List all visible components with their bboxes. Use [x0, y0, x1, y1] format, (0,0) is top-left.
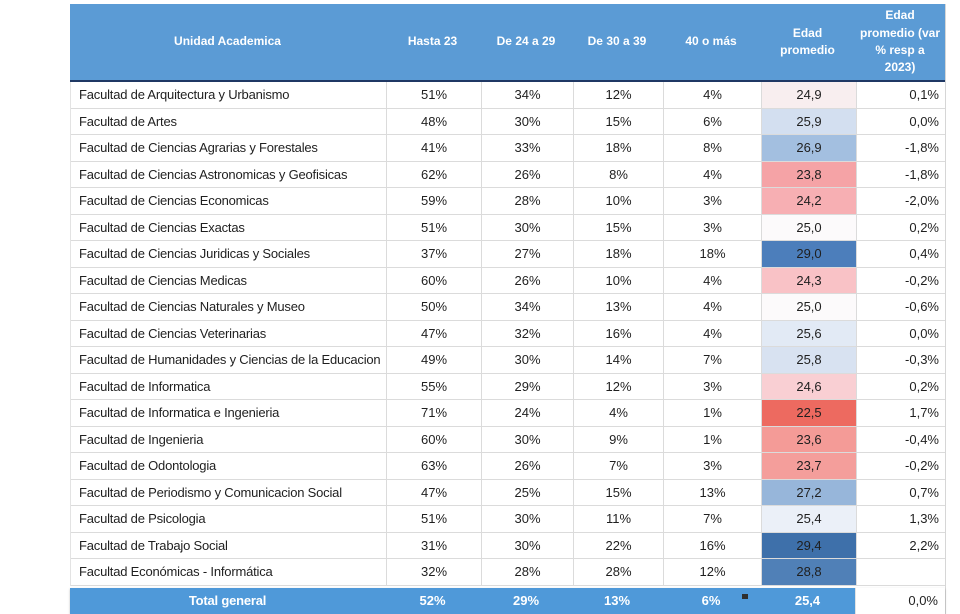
cell-de-24-a-29: 29%: [481, 374, 573, 400]
cell-hasta-23: 41%: [386, 135, 481, 161]
cell-de-30-a-39: 10%: [573, 188, 663, 214]
cell-edad-promedio: 25,0: [761, 294, 856, 320]
cell-de-24-a-29: 30%: [481, 215, 573, 241]
cell-de-24-a-29: 26%: [481, 162, 573, 188]
cell-40-o-mas: 3%: [663, 374, 761, 400]
cell-hasta-23: 59%: [386, 188, 481, 214]
cell-unidad-academica: Facultad de Humanidades y Ciencias de la Educacion: [79, 352, 381, 368]
table-row: [71, 505, 945, 532]
total-40-o-mas: 6%: [701, 593, 721, 608]
table-row: [71, 240, 945, 267]
cell-de-24-a-29: 32%: [481, 321, 573, 347]
cell-edad-var: -0,3%: [856, 347, 946, 373]
cell-hasta-23: 62%: [386, 162, 481, 188]
total-edad-var: 0,0%: [855, 588, 945, 614]
cell-de-24-a-29: 24%: [481, 400, 573, 426]
cell-de-24-a-29: 26%: [481, 453, 573, 479]
cell-unidad-academica: Facultad de Informatica e Ingenieria: [79, 405, 280, 421]
cell-de-30-a-39: 15%: [573, 109, 663, 135]
cell-hasta-23: 60%: [386, 427, 481, 453]
cell-edad-promedio: 22,5: [761, 400, 856, 426]
cell-hasta-23: 49%: [386, 347, 481, 373]
cell-de-24-a-29: 30%: [481, 533, 573, 559]
cell-unidad-academica: Facultad de Ciencias Medicas: [79, 272, 247, 288]
cell-40-o-mas: 3%: [663, 188, 761, 214]
cell-40-o-mas: 13%: [663, 480, 761, 506]
cell-40-o-mas: 4%: [663, 268, 761, 294]
cell-edad-promedio: 24,3: [761, 268, 856, 294]
cell-edad-var: 2,2%: [856, 533, 946, 559]
cell-40-o-mas: 3%: [663, 215, 761, 241]
cell-unidad-academica: Facultad Económicas - Informática: [79, 564, 273, 580]
cell-hasta-23: 51%: [386, 506, 481, 532]
total-hasta-23: 52%: [419, 593, 446, 608]
age-distribution-table: [70, 4, 946, 614]
table-row: [71, 479, 945, 506]
table-body: [70, 82, 945, 586]
cell-hasta-23: 32%: [386, 559, 481, 585]
table-row: [71, 346, 945, 373]
cell-40-o-mas: 4%: [663, 82, 761, 108]
cell-edad-promedio: 23,8: [761, 162, 856, 188]
cell-unidad-academica: Facultad de Informatica: [79, 378, 211, 394]
cell-40-o-mas: 8%: [663, 135, 761, 161]
table-row: [71, 134, 945, 161]
cell-40-o-mas: 6%: [663, 109, 761, 135]
cell-de-30-a-39: 4%: [573, 400, 663, 426]
cell-de-30-a-39: 13%: [573, 294, 663, 320]
cell-40-o-mas: 7%: [663, 347, 761, 373]
cell-edad-var: 0,1%: [856, 82, 946, 108]
cell-de-30-a-39: 18%: [573, 241, 663, 267]
table-header-row: [70, 4, 945, 82]
cell-de-24-a-29: 30%: [481, 347, 573, 373]
cell-de-24-a-29: 28%: [481, 188, 573, 214]
cell-hasta-23: 51%: [386, 215, 481, 241]
cell-de-24-a-29: 26%: [481, 268, 573, 294]
cell-unidad-academica: Facultad de Ingenieria: [79, 431, 204, 447]
cell-edad-promedio: 25,0: [761, 215, 856, 241]
cell-de-24-a-29: 34%: [481, 294, 573, 320]
cell-40-o-mas: 1%: [663, 400, 761, 426]
cell-40-o-mas: 16%: [663, 533, 761, 559]
header-unidad-academica: Unidad Academica: [174, 34, 281, 49]
total-de-30-a-39: 13%: [603, 593, 631, 608]
cell-de-24-a-29: 30%: [481, 506, 573, 532]
cell-hasta-23: 48%: [386, 109, 481, 135]
cell-edad-var: 0,0%: [856, 321, 946, 347]
cell-unidad-academica: Facultad de Artes: [79, 113, 177, 129]
cell-edad-var: -1,8%: [856, 135, 946, 161]
cell-unidad-academica: Facultad de Ciencias Juridicas y Sociales: [79, 246, 310, 262]
table-row: [71, 426, 945, 453]
cell-de-30-a-39: 11%: [573, 506, 663, 532]
cell-edad-var: -0,4%: [856, 427, 946, 453]
cell-de-30-a-39: 12%: [573, 82, 663, 108]
cell-hasta-23: 71%: [386, 400, 481, 426]
cell-hasta-23: 47%: [386, 321, 481, 347]
table-row: [71, 293, 945, 320]
table-row: [71, 373, 945, 400]
cell-edad-promedio: 25,4: [761, 506, 856, 532]
table-row: [71, 267, 945, 294]
table-row: [71, 320, 945, 347]
cell-hasta-23: 37%: [386, 241, 481, 267]
cell-edad-promedio: 23,7: [761, 453, 856, 479]
cell-unidad-academica: Facultad de Ciencias Agrarias y Forestales: [79, 140, 318, 156]
cell-edad-var: 1,3%: [856, 506, 946, 532]
cell-edad-var: -0,2%: [856, 268, 946, 294]
cell-edad-var: 0,7%: [856, 480, 946, 506]
cell-40-o-mas: 4%: [663, 162, 761, 188]
header-40-o-mas: 40 o más: [685, 34, 737, 49]
header-edad-promedio-var: Edad promedio (var % resp a 2023): [860, 8, 941, 75]
total-row: [70, 588, 945, 614]
table-row: [71, 532, 945, 559]
cell-edad-var: -0,6%: [856, 294, 946, 320]
header-edad-promedio: Edad promedio: [780, 25, 835, 57]
cell-de-30-a-39: 15%: [573, 480, 663, 506]
table-row: [71, 187, 945, 214]
cell-unidad-academica: Facultad de Odontologia: [79, 458, 217, 474]
cell-de-24-a-29: 28%: [481, 559, 573, 585]
cell-hasta-23: 31%: [386, 533, 481, 559]
cell-hasta-23: 51%: [386, 82, 481, 108]
table-row: [71, 452, 945, 479]
cell-de-24-a-29: 30%: [481, 427, 573, 453]
cell-de-24-a-29: 25%: [481, 480, 573, 506]
cell-edad-promedio: 24,9: [761, 82, 856, 108]
table-row: [71, 161, 945, 188]
cell-de-24-a-29: 34%: [481, 82, 573, 108]
cell-edad-var: -1,8%: [856, 162, 946, 188]
cell-edad-promedio: 25,9: [761, 109, 856, 135]
cell-de-30-a-39: 22%: [573, 533, 663, 559]
cell-40-o-mas: 7%: [663, 506, 761, 532]
cell-unidad-academica: Facultad de Psicologia: [79, 511, 206, 527]
cell-40-o-mas: 18%: [663, 241, 761, 267]
cell-de-30-a-39: 14%: [573, 347, 663, 373]
total-label: Total general: [188, 593, 267, 608]
cell-edad-var: -2,0%: [856, 188, 946, 214]
header-de-30-a-39: De 30 a 39: [587, 34, 647, 49]
cell-40-o-mas: 3%: [663, 453, 761, 479]
cell-edad-var: -0,2%: [856, 453, 946, 479]
cell-edad-promedio: 28,8: [761, 559, 856, 585]
cell-edad-var: 0,2%: [856, 215, 946, 241]
table-row: [71, 558, 945, 585]
table-row: [71, 399, 945, 426]
cell-unidad-academica: Facultad de Ciencias Naturales y Museo: [79, 299, 305, 315]
cell-40-o-mas: 4%: [663, 294, 761, 320]
cell-unidad-academica: Facultad de Ciencias Astronomicas y Geofisicas: [79, 166, 348, 182]
cell-edad-promedio: 29,4: [761, 533, 856, 559]
cell-de-24-a-29: 33%: [481, 135, 573, 161]
cell-de-24-a-29: 27%: [481, 241, 573, 267]
table-row: [71, 82, 945, 108]
cell-edad-var: [856, 559, 946, 585]
cell-de-30-a-39: 18%: [573, 135, 663, 161]
cell-hasta-23: 50%: [386, 294, 481, 320]
cell-unidad-academica: Facultad de Ciencias Economicas: [79, 193, 269, 209]
cell-unidad-academica: Facultad de Ciencias Veterinarias: [79, 325, 267, 341]
cell-unidad-academica: Facultad de Arquitectura y Urbanismo: [79, 87, 290, 103]
cell-edad-var: 1,7%: [856, 400, 946, 426]
cell-de-30-a-39: 10%: [573, 268, 663, 294]
cell-de-30-a-39: 15%: [573, 215, 663, 241]
cell-edad-var: 0,0%: [856, 109, 946, 135]
cell-edad-var: 0,2%: [856, 374, 946, 400]
cell-edad-promedio: 25,8: [761, 347, 856, 373]
cell-edad-var: 0,4%: [856, 241, 946, 267]
cell-edad-promedio: 27,2: [761, 480, 856, 506]
cell-de-30-a-39: 8%: [573, 162, 663, 188]
cell-hasta-23: 55%: [386, 374, 481, 400]
cell-hasta-23: 47%: [386, 480, 481, 506]
cell-unidad-academica: Facultad de Ciencias Exactas: [79, 219, 245, 235]
cell-unidad-academica: Facultad de Trabajo Social: [79, 537, 228, 553]
cell-40-o-mas: 1%: [663, 427, 761, 453]
total-de-24-a-29: 29%: [512, 593, 540, 608]
cell-de-30-a-39: 7%: [573, 453, 663, 479]
cell-edad-promedio: 29,0: [761, 241, 856, 267]
cell-de-30-a-39: 12%: [573, 374, 663, 400]
cell-edad-promedio: 25,6: [761, 321, 856, 347]
cell-de-30-a-39: 9%: [573, 427, 663, 453]
total-edad-promedio: 25,4: [794, 593, 821, 608]
header-de-24-a-29: De 24 a 29: [496, 34, 556, 49]
cell-unidad-academica: Facultad de Periodismo y Comunicacion Social: [79, 484, 342, 500]
cell-hasta-23: 60%: [386, 268, 481, 294]
cell-40-o-mas: 12%: [663, 559, 761, 585]
table-row: [71, 214, 945, 241]
table-row: [71, 108, 945, 135]
cell-edad-promedio: 23,6: [761, 427, 856, 453]
cell-hasta-23: 63%: [386, 453, 481, 479]
header-hasta-23: Hasta 23: [407, 34, 458, 49]
cell-de-24-a-29: 30%: [481, 109, 573, 135]
cell-40-o-mas: 4%: [663, 321, 761, 347]
cell-edad-promedio: 24,6: [761, 374, 856, 400]
cell-de-30-a-39: 16%: [573, 321, 663, 347]
cropped-text-artifact: [742, 594, 748, 599]
cell-edad-promedio: 24,2: [761, 188, 856, 214]
cell-de-30-a-39: 28%: [573, 559, 663, 585]
cell-edad-promedio: 26,9: [761, 135, 856, 161]
